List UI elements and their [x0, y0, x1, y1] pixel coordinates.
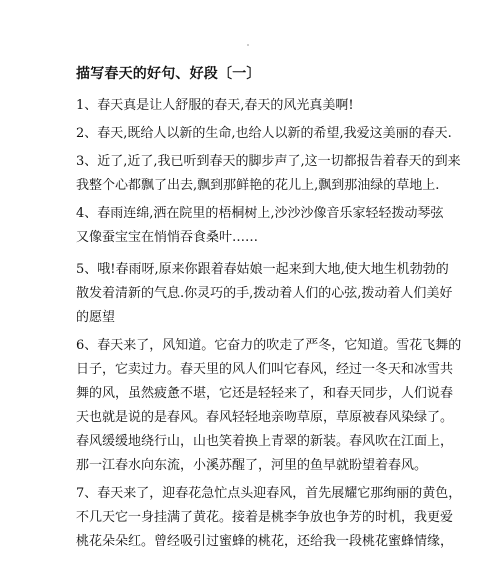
- paragraph-line: 舞的风，虽然疲惫不堪，它还是轻轻来了，和春天同步，人们说春: [76, 386, 454, 401]
- paragraph-line: 那一江春水向东流，小溪苏醒了，河里的鱼早就盼望着春风。: [76, 458, 428, 473]
- paragraph-line: 我整个心都飘了出去,飘到那鲜艳的花儿上,飘到那油绿的草地上.: [76, 178, 440, 193]
- paragraph-line: 2、春天,既给人以新的生命,也给人以新的希望,我爱这美丽的春天.: [76, 126, 452, 141]
- document-body: [76, 62, 476, 554]
- paragraph-line: 7、春天来了，迎春花急忙点头迎春风，首先展耀它那绚丽的黄色，: [76, 486, 462, 501]
- paragraph-line: 的愿望: [76, 310, 116, 325]
- paragraph-5: [76, 258, 476, 330]
- paragraph-line: 春风缓缓地绕行山，山也笑着换上青翠的新装。春风吹在江面上，: [76, 434, 454, 449]
- paragraph-line: 5、哦!春雨呀,原来你跟着春姑娘一起来到大地,使大地生机勃勃的: [76, 262, 449, 277]
- paragraph-line: 不几天它一身挂满了黄花。接着是桃李争放也争芳的时机，我更爱: [76, 510, 454, 525]
- paragraph-line: 3、近了,近了,我已听到春天的脚步声了,这一切都报告着春天的到来: [76, 154, 461, 169]
- paragraph-line: 6、春天来了，风知道。它奋力的吹走了严冬，它知道。雪花飞舞的: [76, 338, 462, 353]
- paragraph-6: [76, 334, 476, 478]
- document-title: 描写春天的好句、好段〔一〕: [76, 66, 261, 82]
- paragraph-line: 又像蚕宝宝在悄悄吞食桑叶……: [76, 230, 259, 245]
- paragraph-line: 4、春雨连绵,洒在院里的梧桐树上,沙沙沙像音乐家轻轻拨动琴弦: [76, 206, 444, 221]
- paragraph-line: 天也就是说的是春风。春风轻轻地亲吻草原，草原被春风染绿了。: [76, 410, 454, 425]
- paragraph-3: [76, 150, 476, 198]
- paragraph-7: [76, 482, 476, 554]
- paragraph-1: [76, 94, 476, 118]
- scan-speck: [247, 44, 249, 46]
- paragraph-line: 散发着清新的气息.你灵巧的手,拨动着人们的心弦,拨动着人们美好: [76, 286, 453, 301]
- paragraph-4: [76, 202, 476, 250]
- paragraph-line: 日子，它卖过力。春天里的风人们叫它春风，经过一冬天和冰雪共: [76, 362, 454, 377]
- paragraph-line: 桃花朵朵红。曾经吸引过蜜蜂的桃花，还给我一段桃花蜜蜂情缘，: [76, 534, 454, 549]
- paragraph-2: [76, 122, 476, 146]
- paragraph-line: 1、春天真是让人舒服的春天,春天的风光真美啊!: [76, 98, 354, 113]
